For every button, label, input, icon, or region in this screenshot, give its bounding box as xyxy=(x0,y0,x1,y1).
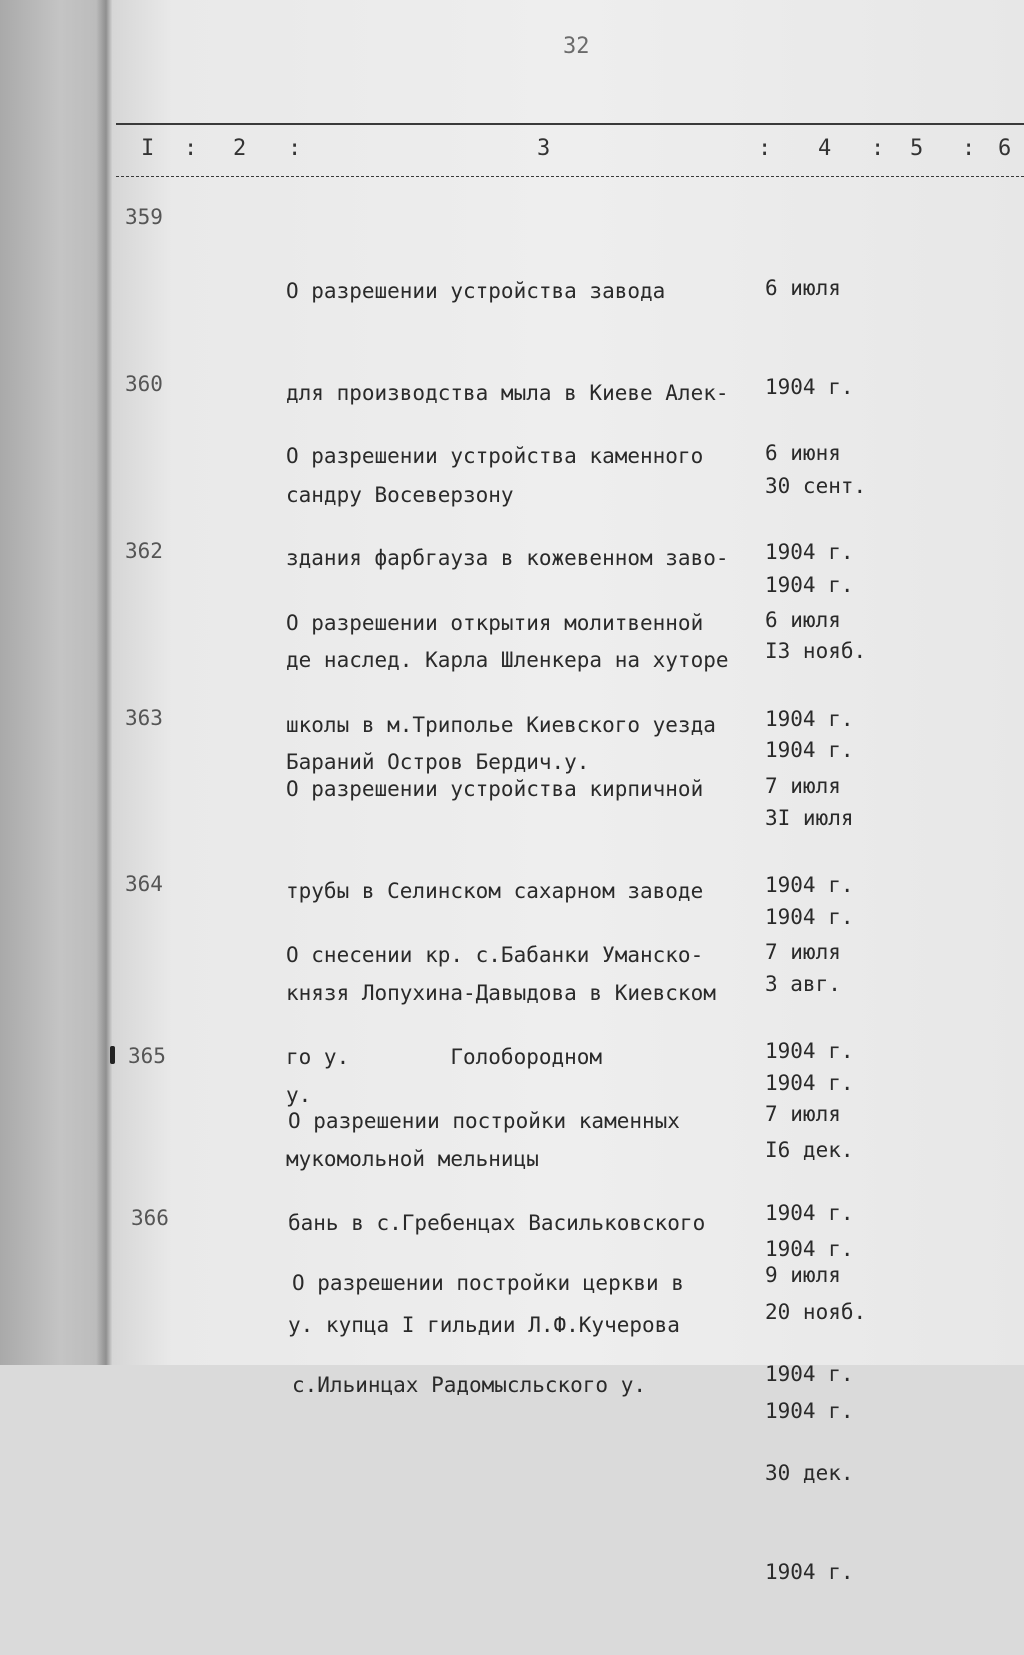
description-line: князя Лопухина-Давыдова в Киевском xyxy=(286,981,716,1005)
column-separator: : xyxy=(871,136,885,161)
start-year: 1904 г. xyxy=(765,375,854,399)
description-line: О разрешении открытия молитвенной xyxy=(286,611,704,635)
start-date: 6 июля xyxy=(765,276,841,300)
start-date: 6 июля xyxy=(765,608,841,632)
description-line: де наслед. Карла Шленкера на хуторе xyxy=(286,648,729,672)
description-line: бань в с.Гребенцах Васильковского xyxy=(288,1211,706,1235)
end-year: 1904 г. xyxy=(765,905,854,929)
description-line: Бараний Остров Бердич.у. xyxy=(286,750,590,774)
column-header-2: 2 xyxy=(233,136,247,161)
entry-description xyxy=(292,1198,762,1470)
end-date: I3 нояб. xyxy=(765,639,867,663)
description-line: О разрешении постройки каменных xyxy=(288,1109,680,1133)
description-line: О разрешении устройства каменного xyxy=(286,444,704,468)
end-date: 30 сент. xyxy=(765,474,867,498)
start-date: 6 июня xyxy=(765,441,841,465)
end-date: 3 авг. xyxy=(765,972,841,996)
entry-number: 360 xyxy=(125,372,163,396)
end-date: 3I июля xyxy=(765,806,854,830)
end-date: I6 дек. xyxy=(765,1138,854,1162)
start-year: 1904 г. xyxy=(765,1039,854,1063)
end-year: 1904 г. xyxy=(765,738,854,762)
column-header-5: 5 xyxy=(910,136,924,161)
column-separator: : xyxy=(962,136,976,161)
description-line: О разрешении устройства кирпичной xyxy=(286,777,704,801)
description-line: у. купца I гильдии Л.Ф.Кучерова xyxy=(288,1313,680,1337)
start-year: 1904 г. xyxy=(765,1362,854,1386)
column-separator: : xyxy=(184,136,198,161)
description-line: сандру Восеверзону xyxy=(286,483,514,507)
end-date: 20 нояб. xyxy=(765,1300,867,1324)
entry-number: 359 xyxy=(125,205,163,229)
entry-number: 366 xyxy=(131,1206,169,1230)
end-year: 1904 г. xyxy=(765,1399,854,1423)
start-year: 1904 г. xyxy=(765,873,854,897)
entry-number: 363 xyxy=(125,706,163,730)
start-year: 1904 г. xyxy=(765,707,854,731)
description-line: трубы в Селинском сахарном заводе xyxy=(286,879,704,903)
column-header-3: 3 xyxy=(537,136,551,161)
column-header-1: I xyxy=(141,136,155,161)
description-line: школы в м.Триполье Киевского уезда xyxy=(286,713,716,737)
header-bottom-rule xyxy=(116,176,1024,177)
description-line: го у. Голобородном xyxy=(286,1045,603,1069)
column-separator: : xyxy=(758,136,772,161)
description-line: у. xyxy=(286,1083,312,1107)
column-header-6: 6 xyxy=(998,136,1012,161)
margin-mark xyxy=(110,1046,115,1064)
description-line: О разрешении устройства завода xyxy=(286,279,666,303)
description-line: здания фарбгауза в кожевенном заво- xyxy=(286,546,729,570)
start-date: 7 июля xyxy=(765,1102,841,1126)
start-year: 1904 г. xyxy=(765,540,854,564)
description-line: с.Ильинцах Радомысльского у. xyxy=(292,1373,647,1397)
end-year: 1904 г. xyxy=(765,1071,854,1095)
end-date: 30 дек. xyxy=(765,1461,854,1485)
entry-dates xyxy=(765,1193,854,1655)
end-year: 1904 г. xyxy=(765,573,854,597)
end-year: 1904 г. xyxy=(765,1560,854,1584)
entry-number: 362 xyxy=(125,539,163,563)
column-header-4: 4 xyxy=(818,136,832,161)
description-line: для производства мыла в Киеве Алек- xyxy=(286,381,729,405)
entry-number: 364 xyxy=(125,872,163,896)
description-line: О разрешении постройки церкви в xyxy=(292,1271,684,1295)
start-year: 1904 г. xyxy=(765,1201,854,1225)
description-line: О снесении кр. с.Бабанки Уманско- xyxy=(286,943,704,967)
book-binding xyxy=(0,0,112,1365)
start-date: 9 июля xyxy=(765,1263,841,1287)
entry-number: 365 xyxy=(128,1044,166,1068)
end-year: 1904 г. xyxy=(765,1237,854,1261)
description-line: мукомольной мельницы xyxy=(286,1147,539,1171)
page-number: 32 xyxy=(563,34,590,59)
start-date: 7 июля xyxy=(765,940,841,964)
header-top-rule xyxy=(116,123,1024,125)
start-date: 7 июля xyxy=(765,774,841,798)
column-separator: : xyxy=(288,136,302,161)
